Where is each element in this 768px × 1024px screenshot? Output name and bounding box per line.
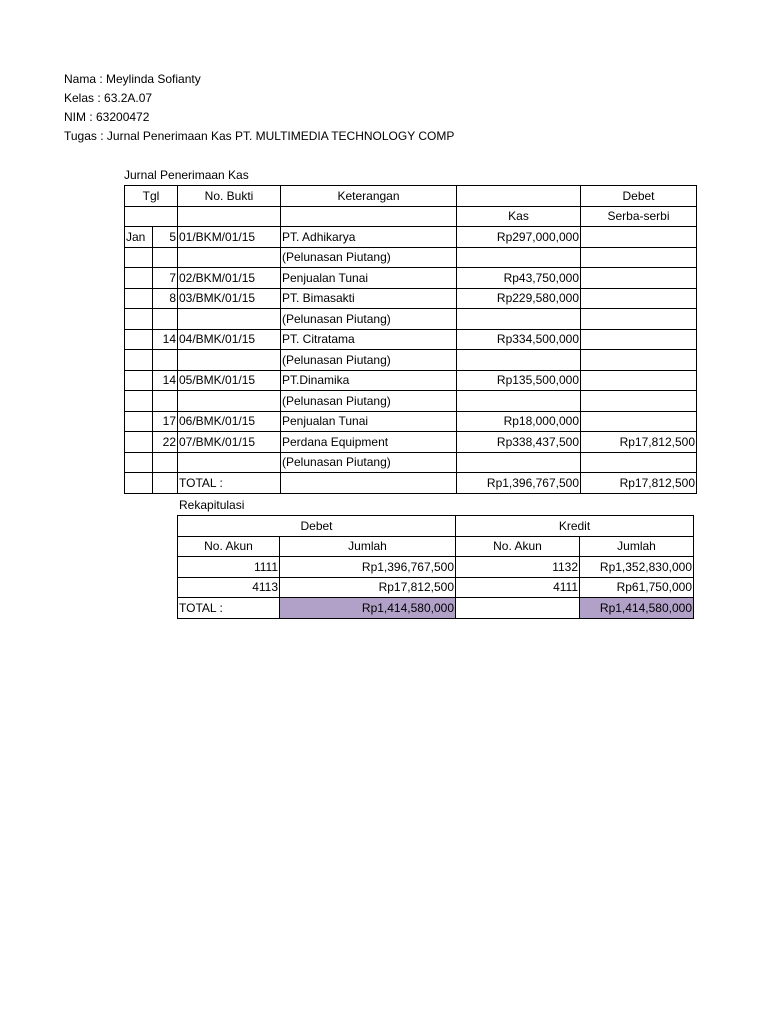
journal-row xyxy=(125,391,697,412)
journal-row xyxy=(125,411,697,432)
journal-bukti-cell: 05/BMK/01/15 xyxy=(178,370,281,391)
journal-month-cell: Jan xyxy=(125,227,153,248)
journal-bukti-cell: 01/BKM/01/15 xyxy=(178,227,281,248)
journal-serba-serbi-cell xyxy=(581,247,697,268)
journal-kas-cell: Rp43,750,000 xyxy=(457,268,581,289)
journal-bukti-cell xyxy=(178,247,281,268)
journal-day-cell xyxy=(153,350,178,371)
journal-day-cell xyxy=(153,309,178,330)
recap-akun-kredit-cell: 4111 xyxy=(456,577,580,598)
recap-header-kredit: Kredit xyxy=(456,516,694,537)
recap-header-debet: Debet xyxy=(178,516,456,537)
journal-serba-serbi-cell xyxy=(581,350,697,371)
journal-month-cell xyxy=(125,247,153,268)
journal-kas-cell: Rp297,000,000 xyxy=(457,227,581,248)
subheader-blank xyxy=(281,206,457,227)
journal-kas-cell xyxy=(457,309,581,330)
journal-month-cell xyxy=(125,329,153,350)
journal-row xyxy=(125,329,697,350)
journal-keterangan-cell: Penjualan Tunai xyxy=(281,411,457,432)
journal-keterangan-cell: PT. Adhikarya xyxy=(281,227,457,248)
journal-day-cell: 8 xyxy=(153,288,178,309)
journal-kas-cell: Rp135,500,000 xyxy=(457,370,581,391)
journal-bukti-cell xyxy=(178,452,281,473)
journal-row xyxy=(125,247,697,268)
journal-row xyxy=(125,350,697,371)
journal-day-cell xyxy=(153,247,178,268)
header-blank xyxy=(457,186,581,207)
journal-serba-serbi-cell xyxy=(581,227,697,248)
assignment-title: Tugas : Jurnal Penerimaan Kas PT. MULTIMEDIA TECHNOLOGY COMP xyxy=(64,129,455,143)
journal-total-row xyxy=(125,473,697,494)
journal-bukti-cell: 03/BMK/01/15 xyxy=(178,288,281,309)
journal-row xyxy=(125,268,697,289)
journal-month-cell xyxy=(125,288,153,309)
journal-keterangan-cell: PT. Bimasakti xyxy=(281,288,457,309)
journal-serba-serbi-cell xyxy=(581,391,697,412)
journal-day-cell: 14 xyxy=(153,370,178,391)
journal-header-row xyxy=(125,186,697,207)
journal-keterangan-cell: (Pelunasan Piutang) xyxy=(281,309,457,330)
journal-subheader-row xyxy=(125,206,697,227)
journal-bukti-cell: 02/BKM/01/15 xyxy=(178,268,281,289)
total-label: TOTAL : xyxy=(178,473,281,494)
journal-kas-cell xyxy=(457,247,581,268)
journal-row xyxy=(125,309,697,330)
recap-header-no-akun-kredit: No. Akun xyxy=(456,536,580,557)
journal-kas-cell xyxy=(457,452,581,473)
journal-keterangan-cell: (Pelunasan Piutang) xyxy=(281,391,457,412)
journal-month-cell xyxy=(125,309,153,330)
journal-day-cell xyxy=(153,452,178,473)
recap-jumlah-kredit-cell: Rp1,352,830,000 xyxy=(580,557,694,578)
journal-keterangan-cell: (Pelunasan Piutang) xyxy=(281,247,457,268)
journal-month-cell xyxy=(125,268,153,289)
recap-total-kredit: Rp1,414,580,000 xyxy=(580,598,694,619)
subheader-blank xyxy=(178,206,281,227)
recap-total-row xyxy=(178,598,694,619)
total-kas: Rp1,396,767,500 xyxy=(457,473,581,494)
recap-header-jumlah-kredit: Jumlah xyxy=(580,536,694,557)
student-nim: NIM : 63200472 xyxy=(64,110,150,124)
total-blank xyxy=(125,473,153,494)
journal-day-cell: 17 xyxy=(153,411,178,432)
header-serba-serbi: Serba-serbi xyxy=(581,206,697,227)
journal-keterangan-cell: PT. Citratama xyxy=(281,329,457,350)
journal-day-cell: 14 xyxy=(153,329,178,350)
total-serba-serbi: Rp17,812,500 xyxy=(581,473,697,494)
recap-table xyxy=(177,515,694,619)
journal-row xyxy=(125,432,697,453)
recap-header-row xyxy=(178,516,694,537)
journal-bukti-cell: 07/BMK/01/15 xyxy=(178,432,281,453)
journal-kas-cell: Rp18,000,000 xyxy=(457,411,581,432)
journal-serba-serbi-cell xyxy=(581,268,697,289)
journal-serba-serbi-cell: Rp17,812,500 xyxy=(581,432,697,453)
recap-title: Rekapitulasi xyxy=(179,498,245,512)
student-class: Kelas : 63.2A.07 xyxy=(64,91,153,105)
journal-month-cell xyxy=(125,350,153,371)
journal-month-cell xyxy=(125,370,153,391)
header-keterangan: Keterangan xyxy=(281,186,457,207)
header-no-bukti: No. Bukti xyxy=(178,186,281,207)
journal-title: Jurnal Penerimaan Kas xyxy=(124,168,249,182)
journal-kas-cell: Rp229,580,000 xyxy=(457,288,581,309)
header-kas: Kas xyxy=(457,206,581,227)
journal-month-cell xyxy=(125,432,153,453)
journal-serba-serbi-cell xyxy=(581,288,697,309)
journal-serba-serbi-cell xyxy=(581,309,697,330)
recap-header-jumlah-debet: Jumlah xyxy=(280,536,456,557)
recap-total-label: TOTAL : xyxy=(178,598,280,619)
recap-total-blank xyxy=(456,598,580,619)
recap-row xyxy=(178,557,694,578)
journal-serba-serbi-cell xyxy=(581,370,697,391)
journal-kas-cell: Rp338,437,500 xyxy=(457,432,581,453)
subheader-blank xyxy=(125,206,178,227)
journal-day-cell: 22 xyxy=(153,432,178,453)
journal-bukti-cell: 04/BMK/01/15 xyxy=(178,329,281,350)
journal-day-cell: 5 xyxy=(153,227,178,248)
journal-table xyxy=(124,185,697,494)
journal-month-cell xyxy=(125,391,153,412)
recap-total-debet: Rp1,414,580,000 xyxy=(280,598,456,619)
recap-subheader-row xyxy=(178,536,694,557)
header-debet: Debet xyxy=(581,186,697,207)
recap-row xyxy=(178,577,694,598)
total-blank xyxy=(153,473,178,494)
journal-bukti-cell xyxy=(178,391,281,412)
journal-row xyxy=(125,227,697,248)
journal-row xyxy=(125,452,697,473)
header-tgl: Tgl xyxy=(125,186,178,207)
journal-row xyxy=(125,370,697,391)
journal-day-cell: 7 xyxy=(153,268,178,289)
recap-akun-kredit-cell: 1132 xyxy=(456,557,580,578)
journal-bukti-cell xyxy=(178,350,281,371)
student-name: Nama : Meylinda Sofianty xyxy=(64,72,201,86)
journal-month-cell xyxy=(125,452,153,473)
journal-bukti-cell xyxy=(178,309,281,330)
journal-serba-serbi-cell xyxy=(581,329,697,350)
journal-bukti-cell: 06/BMK/01/15 xyxy=(178,411,281,432)
recap-jumlah-kredit-cell: Rp61,750,000 xyxy=(580,577,694,598)
journal-keterangan-cell: (Pelunasan Piutang) xyxy=(281,350,457,371)
recap-jumlah-debet-cell: Rp1,396,767,500 xyxy=(280,557,456,578)
total-blank xyxy=(281,473,457,494)
journal-row xyxy=(125,288,697,309)
journal-kas-cell xyxy=(457,350,581,371)
journal-month-cell xyxy=(125,411,153,432)
recap-header-no-akun-debet: No. Akun xyxy=(178,536,280,557)
journal-keterangan-cell: (Pelunasan Piutang) xyxy=(281,452,457,473)
journal-day-cell xyxy=(153,391,178,412)
journal-keterangan-cell: Penjualan Tunai xyxy=(281,268,457,289)
recap-akun-debet-cell: 4113 xyxy=(178,577,280,598)
journal-serba-serbi-cell xyxy=(581,411,697,432)
journal-kas-cell xyxy=(457,391,581,412)
recap-jumlah-debet-cell: Rp17,812,500 xyxy=(280,577,456,598)
journal-serba-serbi-cell xyxy=(581,452,697,473)
journal-keterangan-cell: PT.Dinamika xyxy=(281,370,457,391)
recap-akun-debet-cell: 1111 xyxy=(178,557,280,578)
journal-kas-cell: Rp334,500,000 xyxy=(457,329,581,350)
journal-keterangan-cell: Perdana Equipment xyxy=(281,432,457,453)
